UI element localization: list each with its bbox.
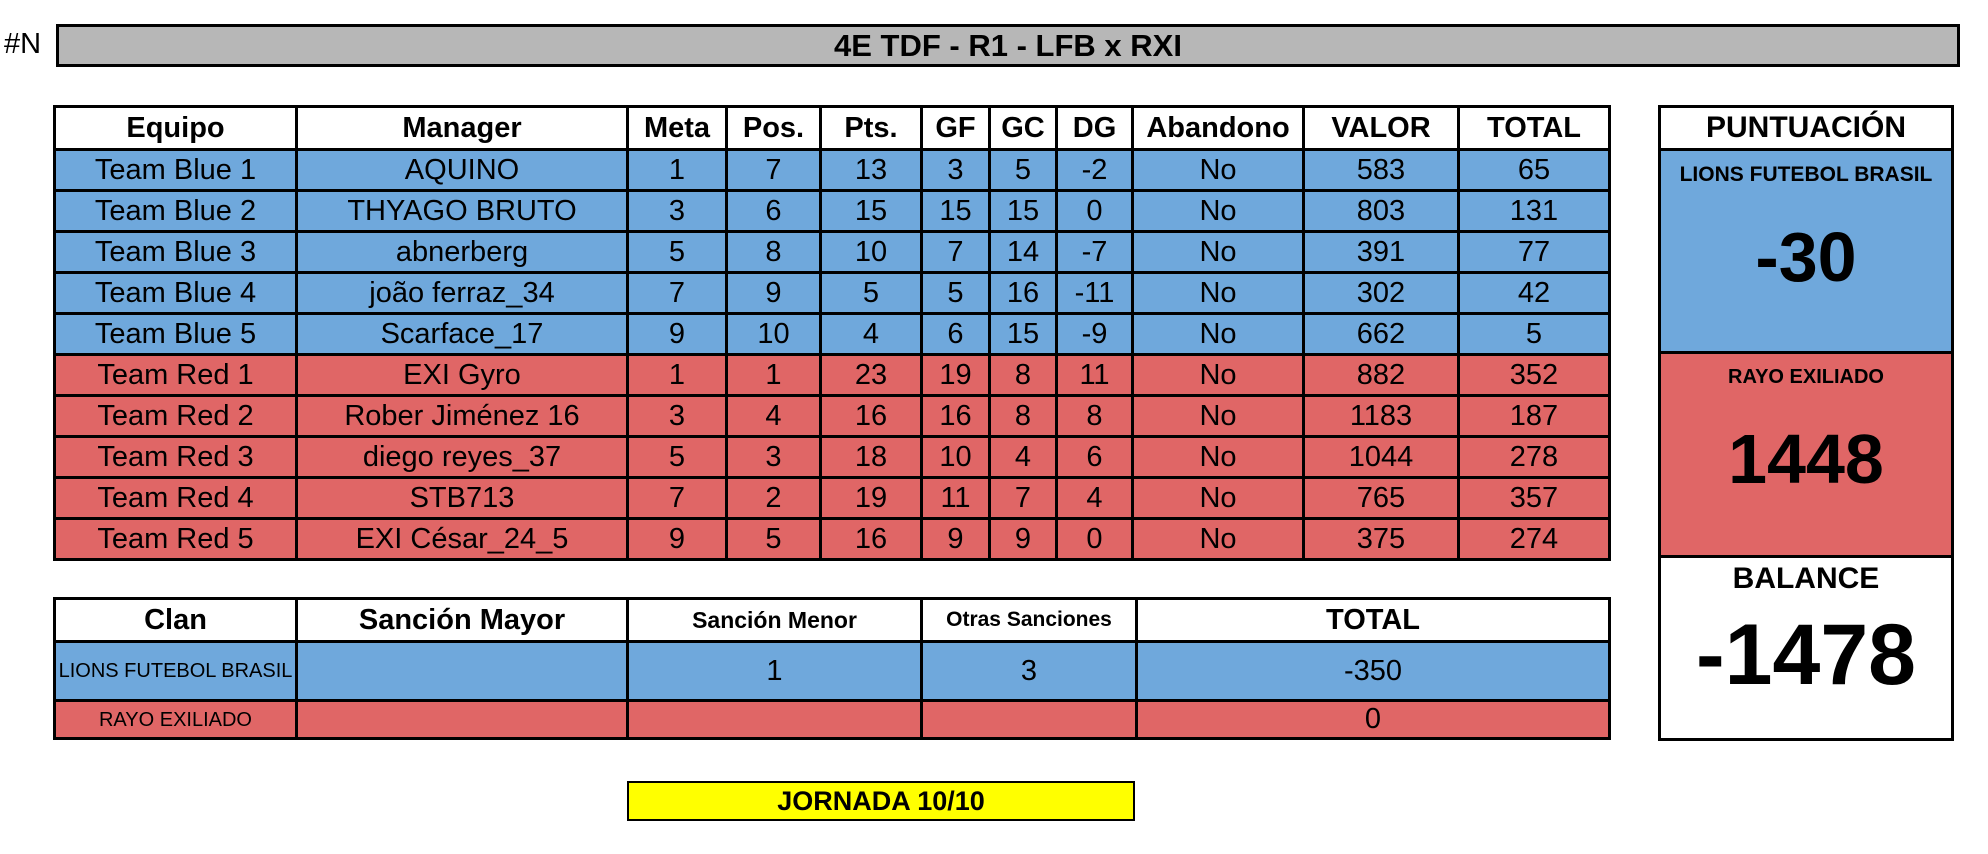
- cell-valor: 375: [1304, 519, 1459, 560]
- header-manager: Manager: [297, 107, 628, 150]
- header-equipo: Equipo: [55, 107, 297, 150]
- table-row: [55, 355, 1610, 396]
- header-clan: Clan: [55, 599, 297, 642]
- cell-clan: LIONS FUTEBOL BRASIL: [55, 642, 297, 701]
- blue-team-score-box: [1661, 151, 1951, 354]
- cell-pts: 16: [821, 396, 922, 437]
- cell-dg: -9: [1057, 314, 1133, 355]
- cell-manager: THYAGO BRUTO: [297, 191, 628, 232]
- cell-pts: 4: [821, 314, 922, 355]
- cell-equipo: Team Blue 2: [55, 191, 297, 232]
- cell-total: 187: [1459, 396, 1610, 437]
- cell-dg: 8: [1057, 396, 1133, 437]
- balance-value: -1478: [1696, 607, 1916, 703]
- cell-gf: 3: [922, 150, 990, 191]
- cell-pts: 16: [821, 519, 922, 560]
- red-team-score-box: [1661, 354, 1951, 558]
- cell-dg: -2: [1057, 150, 1133, 191]
- cell-total: 42: [1459, 273, 1610, 314]
- header-pos: Pos.: [727, 107, 821, 150]
- header-total: TOTAL: [1459, 107, 1610, 150]
- cell-gf: 16: [922, 396, 990, 437]
- cell-valor: 302: [1304, 273, 1459, 314]
- red-team-name: RAYO EXILIADO: [1728, 366, 1884, 388]
- table-row: [55, 701, 1610, 739]
- cell-equipo: Team Blue 4: [55, 273, 297, 314]
- header-valor: VALOR: [1304, 107, 1459, 150]
- cell-pts: 23: [821, 355, 922, 396]
- header-meta: Meta: [628, 107, 727, 150]
- cell-valor: 765: [1304, 478, 1459, 519]
- hash-label: #N: [4, 28, 42, 60]
- table-row: [55, 314, 1610, 355]
- cell-valor: 583: [1304, 150, 1459, 191]
- cell-abandono: No: [1133, 273, 1304, 314]
- cell-gc: 9: [990, 519, 1057, 560]
- cell-pos: 2: [727, 478, 821, 519]
- cell-gc: 15: [990, 314, 1057, 355]
- team-results-table: [53, 105, 1611, 561]
- cell-manager: joão ferraz_34: [297, 273, 628, 314]
- header-gf: GF: [922, 107, 990, 150]
- cell-equipo: Team Red 5: [55, 519, 297, 560]
- cell-abandono: No: [1133, 314, 1304, 355]
- cell-gc: 16: [990, 273, 1057, 314]
- cell-abandono: No: [1133, 150, 1304, 191]
- cell-meta: 7: [628, 478, 727, 519]
- cell-total: -350: [1137, 642, 1610, 701]
- header-sancion-menor: Sanción Menor: [628, 599, 922, 642]
- jornada-label: JORNADA 10/10: [777, 785, 985, 816]
- cell-gf: 11: [922, 478, 990, 519]
- cell-sancion-mayor: [297, 701, 628, 739]
- cell-total: 0: [1137, 701, 1610, 739]
- blue-team-score: -30: [1755, 218, 1857, 296]
- cell-pos: 4: [727, 396, 821, 437]
- table-row: [55, 273, 1610, 314]
- balance-box: [1661, 558, 1951, 738]
- header-total: TOTAL: [1137, 599, 1610, 642]
- red-team-score: 1448: [1728, 420, 1884, 498]
- cell-total: 65: [1459, 150, 1610, 191]
- cell-manager: EXI Gyro: [297, 355, 628, 396]
- cell-total: 5: [1459, 314, 1610, 355]
- cell-gc: 8: [990, 355, 1057, 396]
- cell-valor: 882: [1304, 355, 1459, 396]
- cell-total: 77: [1459, 232, 1610, 273]
- cell-manager: abnerberg: [297, 232, 628, 273]
- score-panel: [1658, 105, 1954, 741]
- cell-gc: 8: [990, 396, 1057, 437]
- cell-pts: 13: [821, 150, 922, 191]
- cell-gf: 15: [922, 191, 990, 232]
- cell-dg: 0: [1057, 519, 1133, 560]
- cell-pos: 6: [727, 191, 821, 232]
- cell-manager: Scarface_17: [297, 314, 628, 355]
- cell-abandono: No: [1133, 396, 1304, 437]
- cell-gf: 6: [922, 314, 990, 355]
- cell-valor: 803: [1304, 191, 1459, 232]
- cell-otras-sanciones: 3: [922, 642, 1137, 701]
- cell-otras-sanciones: [922, 701, 1137, 739]
- blue-team-name: LIONS FUTEBOL BRASIL: [1679, 163, 1933, 186]
- cell-dg: 6: [1057, 437, 1133, 478]
- table-header-row: [55, 107, 1610, 150]
- cell-meta: 3: [628, 396, 727, 437]
- cell-dg: -11: [1057, 273, 1133, 314]
- cell-dg: 0: [1057, 191, 1133, 232]
- header-sancion-mayor: Sanción Mayor: [297, 599, 628, 642]
- cell-pts: 19: [821, 478, 922, 519]
- cell-pos: 10: [727, 314, 821, 355]
- cell-abandono: No: [1133, 355, 1304, 396]
- table-row: [55, 519, 1610, 560]
- cell-gf: 9: [922, 519, 990, 560]
- cell-dg: 4: [1057, 478, 1133, 519]
- cell-gf: 5: [922, 273, 990, 314]
- cell-equipo: Team Red 4: [55, 478, 297, 519]
- cell-abandono: No: [1133, 437, 1304, 478]
- cell-gf: 10: [922, 437, 990, 478]
- sanctions-header-row: [55, 599, 1610, 642]
- cell-meta: 5: [628, 232, 727, 273]
- header-abandono: Abandono: [1133, 107, 1304, 150]
- cell-dg: 11: [1057, 355, 1133, 396]
- table-row: [55, 191, 1610, 232]
- cell-manager: EXI César_24_5: [297, 519, 628, 560]
- cell-total: 274: [1459, 519, 1610, 560]
- table-row: [55, 437, 1610, 478]
- cell-meta: 1: [628, 150, 727, 191]
- cell-abandono: No: [1133, 478, 1304, 519]
- cell-abandono: No: [1133, 519, 1304, 560]
- page-title: 4E TDF - R1 - LFB x RXI: [834, 27, 1182, 63]
- cell-total: 131: [1459, 191, 1610, 232]
- score-panel-header: PUNTUACIÓN: [1661, 108, 1951, 151]
- cell-equipo: Team Blue 1: [55, 150, 297, 191]
- cell-meta: 7: [628, 273, 727, 314]
- cell-clan: RAYO EXILIADO: [55, 701, 297, 739]
- cell-dg: -7: [1057, 232, 1133, 273]
- table-row: [55, 150, 1610, 191]
- cell-equipo: Team Blue 5: [55, 314, 297, 355]
- cell-equipo: Team Red 3: [55, 437, 297, 478]
- cell-pts: 15: [821, 191, 922, 232]
- jornada-banner: [627, 781, 1135, 821]
- table-row: [55, 232, 1610, 273]
- header-pts: Pts.: [821, 107, 922, 150]
- cell-gf: 19: [922, 355, 990, 396]
- header-gc: GC: [990, 107, 1057, 150]
- cell-gc: 4: [990, 437, 1057, 478]
- title-bar: [56, 24, 1960, 67]
- cell-equipo: Team Red 2: [55, 396, 297, 437]
- cell-pos: 7: [727, 150, 821, 191]
- table-row: [55, 396, 1610, 437]
- cell-sancion-mayor: [297, 642, 628, 701]
- cell-manager: diego reyes_37: [297, 437, 628, 478]
- cell-manager: AQUINO: [297, 150, 628, 191]
- cell-total: 357: [1459, 478, 1610, 519]
- cell-pts: 10: [821, 232, 922, 273]
- cell-gf: 7: [922, 232, 990, 273]
- table-row: [55, 478, 1610, 519]
- cell-valor: 662: [1304, 314, 1459, 355]
- cell-meta: 3: [628, 191, 727, 232]
- cell-pos: 8: [727, 232, 821, 273]
- cell-pos: 9: [727, 273, 821, 314]
- header-otras-sanciones: Otras Sanciones: [922, 599, 1137, 642]
- sanctions-table: [53, 597, 1611, 740]
- cell-gc: 15: [990, 191, 1057, 232]
- cell-total: 278: [1459, 437, 1610, 478]
- balance-label: BALANCE: [1732, 562, 1880, 595]
- cell-meta: 9: [628, 314, 727, 355]
- cell-abandono: No: [1133, 191, 1304, 232]
- cell-total: 352: [1459, 355, 1610, 396]
- cell-manager: STB713: [297, 478, 628, 519]
- cell-pts: 5: [821, 273, 922, 314]
- cell-pos: 5: [727, 519, 821, 560]
- cell-valor: 391: [1304, 232, 1459, 273]
- cell-meta: 9: [628, 519, 727, 560]
- cell-gc: 14: [990, 232, 1057, 273]
- cell-valor: 1044: [1304, 437, 1459, 478]
- cell-meta: 5: [628, 437, 727, 478]
- cell-sancion-menor: 1: [628, 642, 922, 701]
- cell-abandono: No: [1133, 232, 1304, 273]
- cell-pos: 1: [727, 355, 821, 396]
- cell-sancion-menor: [628, 701, 922, 739]
- cell-valor: 1183: [1304, 396, 1459, 437]
- cell-equipo: Team Red 1: [55, 355, 297, 396]
- cell-meta: 1: [628, 355, 727, 396]
- cell-equipo: Team Blue 3: [55, 232, 297, 273]
- cell-gc: 7: [990, 478, 1057, 519]
- cell-pos: 3: [727, 437, 821, 478]
- cell-gc: 5: [990, 150, 1057, 191]
- cell-pts: 18: [821, 437, 922, 478]
- header-dg: DG: [1057, 107, 1133, 150]
- table-row: [55, 642, 1610, 701]
- cell-manager: Rober Jiménez 16: [297, 396, 628, 437]
